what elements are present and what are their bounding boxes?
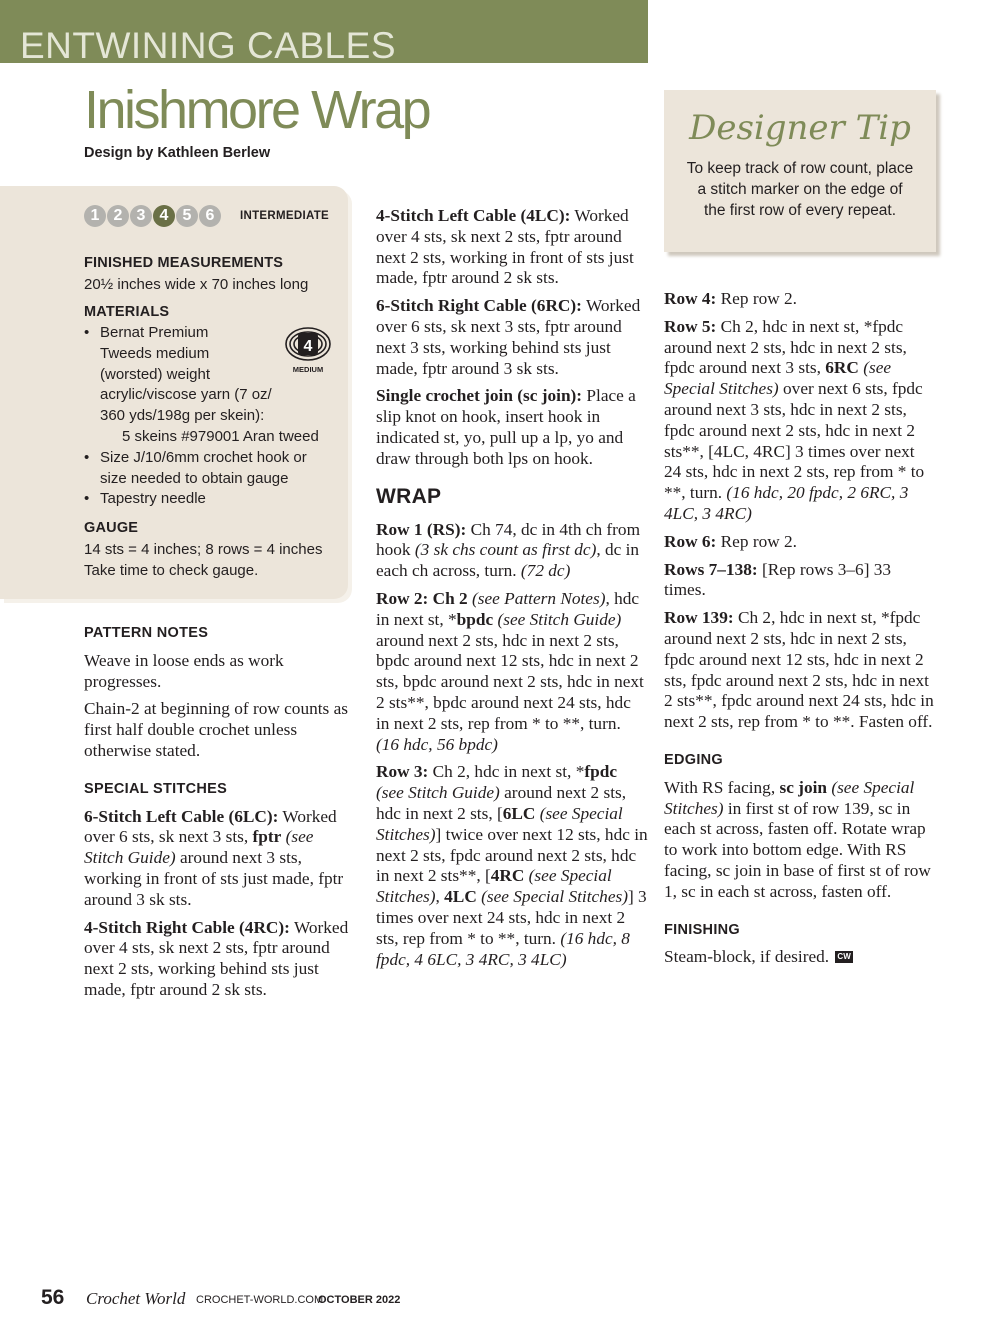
stitch-text: Worked over 4 sts, sk next 2 sts, fptr around next 2 sts, working in front of sts just made, fptr around 2 sk sts.: [376, 206, 634, 288]
row-139: [664, 608, 936, 733]
edging-abbrev: sc join: [779, 777, 827, 797]
section-banner: [0, 0, 648, 66]
row-text: Ch 2, hdc in next st, *: [432, 762, 585, 782]
row-abbrev: bpdc: [456, 609, 494, 629]
row-label: Row 2: Ch 2: [376, 588, 468, 608]
magazine-name: Crochet World: [86, 1289, 186, 1308]
skill-level-label: INTERMEDIATE: [240, 210, 329, 222]
row-count: (72 dc): [520, 561, 571, 581]
materials-item-yarn: • Bernat Premium Tweeds medium (worsted) weight acrylic/viscose yarn (7 oz/ 360 yds/198g per skein): 5 skeins #979001 Aran tweed: [84, 323, 334, 448]
row-text: Ch 2, hdc in next st, *fpdc around next 2 sts, hdc in next 2 sts, fpdc around next 12 sts, hdc in next 2 sts, fpdc around next 2 sts, hdc in next 2 sts**, fpdc around next 24 sts, hdc in next 2 sts, rep from * to **. Fasten off.: [664, 608, 934, 732]
stitch-title: 4-Stitch Right Cable (4RC):: [84, 917, 290, 937]
designer-tip-box: [664, 90, 936, 252]
tip-line: a stitch marker on the edge of: [697, 181, 903, 198]
tip-line: the first row of every repeat.: [703, 202, 897, 219]
stitch-text: Worked over 4 sts, sk next 2 sts, fptr around next 2 sts, working behind sts just made, fptr around 2 sk sts.: [84, 917, 349, 999]
row-text: around next 2 sts, hdc in next 2 sts, [: [376, 783, 627, 823]
row-abbrev: 6LC: [502, 803, 536, 823]
materials-line: Tweeds medium: [100, 344, 210, 362]
row-text: around next 2 sts, hdc in next 2 sts, bpdc around next 12 sts, hdc in next 2 sts, bpdc around next 2 sts, hdc in next 2 sts**, bpdc around next 24 sts, hdc in next 2 sts, rep from * to **, turn.: [376, 630, 644, 733]
stitch-6rc: [376, 296, 648, 379]
materials-line: acrylic/viscose yarn (7 oz/: [100, 386, 272, 404]
pattern-note: Chain-2 at beginning of row counts as first half double crochet unless otherwise stated.: [84, 699, 348, 760]
measurements-heading: FINISHED MEASUREMENTS: [84, 255, 284, 271]
column-1: [84, 606, 352, 1008]
stitch-4rc: [84, 918, 352, 1001]
row-label: Row 5:: [664, 316, 717, 336]
stitch-abbrev: fptr: [252, 827, 282, 847]
row-note: (see Pattern Notes): [472, 588, 606, 608]
yarn-weight-icon: [283, 326, 333, 376]
skill-level-2: 2: [107, 205, 129, 227]
row-count: (16 hdc, 8 fpdc, 4 6LC, 3 4RC, 3 4LC): [376, 928, 630, 969]
stitch-text: Place a slip knot on hook, insert hook in indicated st, yo, pull up a lp, yo and draw through both lps on hook.: [376, 386, 636, 468]
row-text: ] 3 times over next 24 sts, hdc in next 2 sts, rep from * to **, turn.: [376, 887, 647, 948]
row-text: , hdc in next st, *: [376, 588, 640, 629]
row-count: (16 hdc, 20 fpdc, 2 6RC, 3 4LC, 3 4RC): [664, 483, 909, 523]
section-title: ENTWINING CABLES: [20, 25, 396, 66]
gauge-heading: GAUGE: [84, 520, 139, 536]
skill-level-6: 6: [199, 205, 221, 227]
finishing-text: [664, 947, 936, 968]
row-text: Rep row 2.: [720, 531, 797, 551]
magazine-url: CROCHET-WORLD.COM: [196, 1294, 324, 1306]
column-3: [664, 289, 936, 975]
finishing-heading: FINISHING: [664, 921, 741, 938]
row-label: Row 4:: [664, 289, 717, 308]
edging-heading: EDGING: [664, 751, 723, 768]
column-2: [376, 206, 648, 977]
row-abbrev: 4LC: [444, 887, 477, 907]
materials-line: size needed to obtain gauge: [100, 469, 289, 487]
rows-7-138: [664, 560, 936, 602]
row-text: , dc in each ch across, turn.: [376, 540, 640, 581]
row-note: (see Special Stitches): [664, 358, 892, 399]
materials-heading: MATERIALS: [84, 304, 170, 320]
stitch-title: 4-Stitch Left Cable (4LC):: [376, 206, 571, 225]
designer-tip-title: Designer Tip: [689, 108, 911, 148]
pattern-notes-heading: PATTERN NOTES: [84, 625, 209, 641]
row-label: Row 139:: [664, 608, 734, 628]
row-abbrev: fpdc: [584, 762, 617, 782]
edging-text: [664, 778, 936, 903]
edging-part: in first st of row 139, sc in each st across, fasten off. Rotate wrap to work into bottom edge. With RS facing, sc join in base of first st of row 1, sc in each st across, fasten off.: [664, 798, 931, 901]
row-note: (see Special Stitches): [481, 887, 628, 907]
row-2: [376, 589, 648, 755]
row-text: ,: [435, 887, 445, 907]
stitch-title: 6-Stitch Left Cable (6LC):: [84, 806, 279, 826]
stitch-title: Single crochet join (sc join):: [376, 386, 583, 406]
row-label: Row 6:: [664, 531, 717, 551]
row-abbrev: 6RC: [825, 358, 859, 378]
stitch-title: 6-Stitch Right Cable (6RC):: [376, 296, 582, 316]
designer-byline: Design by Kathleen Berlew: [84, 145, 271, 161]
skill-level-1: 1: [84, 205, 106, 227]
pattern-title: Inishmore Wrap: [84, 80, 430, 140]
row-label: Rows 7–138:: [664, 559, 758, 579]
row-text: Ch 2, hdc in next st, *fpdc around next 2 sts, hdc in next 2 sts, fpdc around next 3 sts,: [664, 316, 907, 378]
skill-level-5: 5: [176, 205, 198, 227]
edging-part: With RS facing,: [664, 777, 776, 797]
materials-line: Size J/10/6mm crochet hook or: [100, 448, 307, 466]
edging-note: (see Special Stitches): [664, 777, 915, 818]
row-text: Rep row 2.: [720, 289, 797, 308]
row-text: ] twice over next 12 sts, hdc in next 2 sts, fpdc around next 2 sts, hdc in next 2 sts**, [: [376, 824, 648, 886]
row-label: Row 3:: [376, 762, 429, 782]
row-label: Row 1 (RS):: [376, 519, 467, 539]
pattern-note: Weave in loose ends as work progresses.: [84, 650, 284, 691]
page-number: 56: [41, 1286, 65, 1309]
row-6: [664, 532, 936, 553]
row-note: (3 sk chs count as first dc): [414, 540, 597, 560]
gauge-line-1: 14 sts = 4 inches; 8 rows = 4 inches: [84, 541, 323, 558]
row-4: [664, 289, 936, 310]
stitch-text: around next 3 sts, working in front of sts just made, fptr around 3 sk sts.: [84, 848, 344, 909]
materials-item-needle: • Tapestry needle: [84, 489, 334, 510]
row-text: over next 6 sts, fpdc around next 3 sts, hdc in next 2 sts, fpdc around next 2 sts, hdc in next 2 sts**, [4LC, 4RC] 3 times over next 24 sts, hdc in next 2 sts, rep from * to **, turn.: [664, 379, 925, 503]
stitch-text: Worked over 6 sts, sk next 3 sts, fptr around next 3 sts, working behind sts just made, fptr around 3 sk sts.: [376, 296, 641, 378]
skill-level-3: 3: [130, 205, 152, 227]
yarn-weight-number: 4: [303, 338, 313, 355]
stitch-4lc: [376, 206, 648, 289]
finishing-instruction: Steam-block, if desired.: [664, 947, 830, 967]
tip-line: To keep track of row count, place: [686, 160, 914, 177]
yarn-weight-label: MEDIUM: [292, 365, 324, 374]
row-abbrev: 4RC: [490, 866, 525, 886]
materials-line: Bernat Premium: [100, 324, 209, 341]
stitch-text: Worked over 6 sts, sk next 3 sts,: [84, 806, 337, 847]
row-text: Ch 74, dc in 4th ch from hook: [376, 519, 641, 560]
materials-line: 5 skeins #979001 Aran tweed: [122, 427, 319, 445]
row-note: (see Stitch Guide): [497, 609, 622, 629]
materials-line: Tapestry needle: [100, 490, 206, 508]
skill-level-scale: [84, 205, 221, 227]
materials-item-hook: • Size J/10/6mm crochet hook or size needed to obtain gauge: [84, 448, 334, 490]
special-stitches-heading: SPECIAL STITCHES: [84, 780, 228, 797]
skill-level-4-active: 4: [153, 205, 175, 227]
materials-line: (worsted) weight: [100, 365, 211, 383]
stitch-6lc: [84, 807, 352, 911]
row-text: [Rep rows 3–6] 33 times.: [664, 559, 892, 600]
row-note: (see Special Stitches): [376, 866, 612, 907]
row-count: (16 hdc, 56 bpdc): [376, 734, 498, 754]
materials-line: 360 yds/198g per skein):: [100, 407, 265, 425]
gauge-line-2: Take time to check gauge.: [84, 562, 259, 579]
stitch-sc-join: [376, 386, 648, 469]
wrap-heading: WRAP: [376, 484, 442, 508]
designer-tip-text: [672, 158, 928, 221]
stitch-reference: (see Stitch Guide): [84, 827, 314, 868]
row-3: [376, 762, 648, 970]
row-5: [664, 317, 936, 525]
measurements-text: 20½ inches wide x 70 inches long: [84, 276, 309, 293]
issue-date: OCTOBER 2022: [318, 1294, 401, 1306]
row-note: (see Special Stitches): [376, 803, 623, 844]
row-1: [376, 520, 648, 582]
end-mark-icon: CW: [837, 952, 851, 962]
row-note: (see Stitch Guide): [376, 783, 500, 803]
